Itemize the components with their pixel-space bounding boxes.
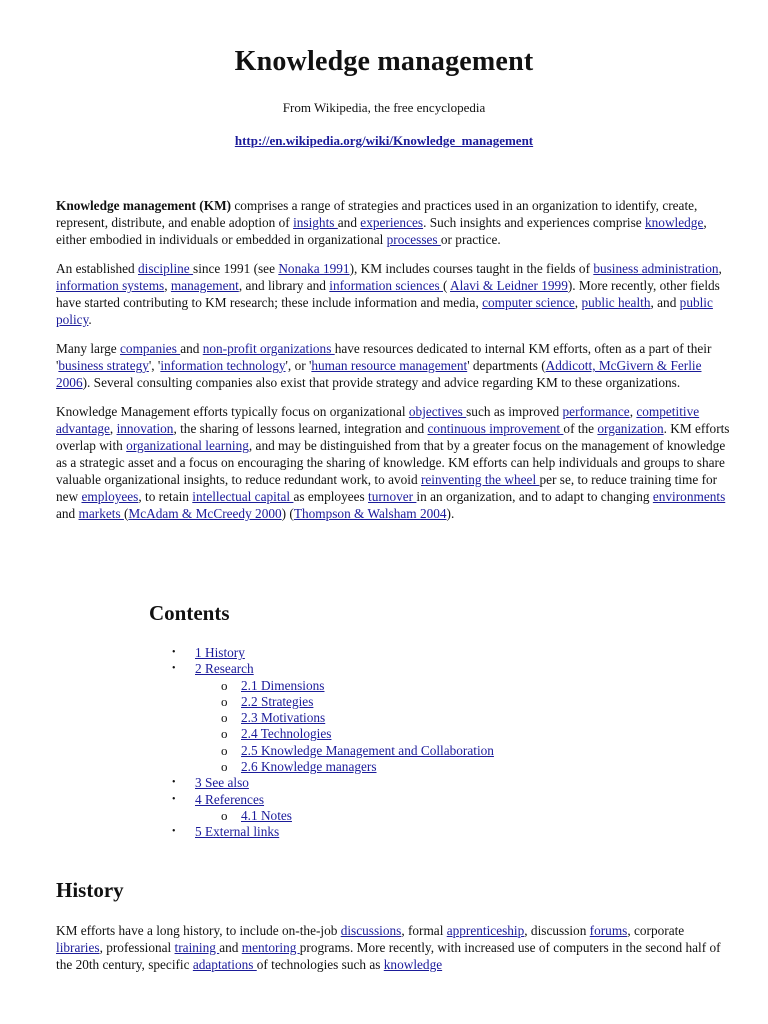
history-heading: History bbox=[56, 878, 124, 902]
inline-link[interactable]: continuous improvement bbox=[427, 421, 564, 436]
text-run: . bbox=[88, 312, 92, 327]
source-url bbox=[0, 133, 768, 149]
toc-item bbox=[172, 645, 494, 661]
text-run: , professional bbox=[99, 940, 175, 955]
text-run: , bbox=[109, 421, 117, 436]
toc-subitem bbox=[195, 743, 494, 759]
inline-link[interactable]: organization bbox=[597, 421, 664, 436]
toc-sublist bbox=[195, 678, 494, 776]
text-run: , and bbox=[650, 295, 680, 310]
text-run: , either embodied in individuals or embedded in organizational bbox=[56, 215, 707, 247]
intro-paragraph-1 bbox=[56, 197, 734, 248]
inline-link[interactable]: management bbox=[170, 278, 239, 293]
inline-link[interactable]: experiences bbox=[360, 215, 424, 230]
inline-link[interactable]: information technology bbox=[160, 358, 286, 373]
inline-link[interactable]: public health bbox=[581, 295, 651, 310]
toc-subitem bbox=[195, 808, 494, 824]
toc-item bbox=[172, 661, 494, 775]
toc-subitem bbox=[195, 726, 494, 742]
inline-link[interactable]: insights bbox=[293, 215, 338, 230]
toc-sublink[interactable]: 4.1 Notes bbox=[241, 807, 292, 823]
text-run: ( bbox=[443, 278, 451, 293]
inline-link[interactable]: processes bbox=[386, 232, 441, 247]
contents-heading: Contents bbox=[149, 601, 230, 625]
text-run: per se, to reduce training time for new bbox=[56, 472, 718, 504]
text-run: and bbox=[219, 940, 242, 955]
text-run: ). More recently, other fields have started contributing to KM research; these include information and media, bbox=[56, 278, 720, 310]
text-run: , and may be distinguished from that by a greater focus on the management of knowledge as a strategic asset and a focus on encouraging the sharing of knowledge. KM efforts can help individuals and groups to share valuable organizational insights, to reduce redundant work, to avoid bbox=[56, 438, 726, 487]
inline-link[interactable]: companies bbox=[120, 341, 181, 356]
toc-item bbox=[172, 824, 494, 840]
text-run: ), KM includes courses taught in the fields of bbox=[349, 261, 594, 276]
toc-item bbox=[172, 792, 494, 825]
text-run: of technologies such as bbox=[256, 957, 384, 972]
inline-link[interactable]: knowledge bbox=[645, 215, 704, 230]
text-run: , the sharing of lessons learned, integration and bbox=[173, 421, 428, 436]
toc-link[interactable]: 4 References bbox=[195, 791, 265, 807]
text-run: , bbox=[718, 261, 722, 276]
inline-link[interactable]: reinventing the wheel bbox=[420, 472, 540, 487]
toc-subitem bbox=[195, 678, 494, 694]
inline-link[interactable]: training bbox=[174, 940, 220, 955]
inline-link[interactable]: innovation bbox=[116, 421, 174, 436]
text-run: , to retain bbox=[138, 489, 193, 504]
intro-paragraph-4 bbox=[56, 403, 734, 522]
inline-link[interactable]: Alavi & Leidner 1999 bbox=[450, 278, 568, 293]
inline-link[interactable]: knowledge bbox=[383, 957, 443, 972]
toc-link[interactable]: 2 Research bbox=[195, 661, 254, 677]
inline-link[interactable]: computer science bbox=[482, 295, 575, 310]
inline-link[interactable]: information sciences bbox=[329, 278, 444, 293]
text-run: ). Several consulting companies also exist that provide strategy and advice regarding KM to these organizations. bbox=[82, 375, 681, 390]
intro-section bbox=[56, 197, 734, 534]
inline-link[interactable]: turnover bbox=[368, 489, 417, 504]
inline-link[interactable]: apprenticeship bbox=[446, 923, 525, 938]
text-run: . Such insights and experiences comprise bbox=[423, 215, 645, 230]
text-run: , corporate bbox=[627, 923, 685, 938]
inline-link[interactable]: Addicott, McGivern & Ferlie 2006 bbox=[56, 358, 702, 390]
text-run: ( bbox=[123, 506, 129, 521]
inline-link[interactable]: organizational learning bbox=[126, 438, 249, 453]
inline-link[interactable]: business administration bbox=[593, 261, 719, 276]
text-run: ) ( bbox=[281, 506, 294, 521]
text-run: in an organization, and to adapt to changing bbox=[416, 489, 653, 504]
toc-link[interactable]: 1 History bbox=[195, 645, 245, 660]
text-run: , bbox=[629, 404, 637, 419]
bold-term: Knowledge management (KM) bbox=[56, 198, 232, 213]
history-paragraph-1 bbox=[56, 922, 734, 973]
toc-sublist bbox=[195, 808, 494, 824]
inline-link[interactable]: markets bbox=[78, 506, 124, 521]
table-of-contents bbox=[172, 645, 494, 841]
inline-link[interactable]: forums bbox=[589, 923, 628, 938]
toc-subitem bbox=[195, 759, 494, 775]
text-run: ', ' bbox=[148, 358, 161, 373]
toc-item bbox=[172, 775, 494, 791]
text-run: ). bbox=[446, 506, 455, 521]
text-run: and bbox=[337, 215, 361, 230]
inline-link[interactable]: adaptations bbox=[192, 957, 257, 972]
text-run: ', or ' bbox=[285, 358, 312, 373]
inline-link[interactable]: Thompson & Walsham 2004 bbox=[293, 506, 447, 521]
text-run: since 1991 (see bbox=[193, 261, 279, 276]
text-run: programs. More recently, with increased use of computers in the second half of the 20th century, specific bbox=[56, 940, 721, 972]
intro-paragraph-2 bbox=[56, 260, 734, 328]
intro-paragraph-3 bbox=[56, 340, 734, 391]
source-url-link[interactable]: http://en.wikipedia.org/wiki/Knowledge_management bbox=[234, 133, 534, 148]
page-title: Knowledge management bbox=[234, 46, 534, 77]
toc-sublink[interactable]: 2.3 Motivations bbox=[241, 710, 326, 726]
toc-subitem bbox=[195, 710, 494, 726]
inline-link[interactable]: performance bbox=[562, 404, 630, 419]
inline-link[interactable]: business strategy bbox=[58, 358, 149, 373]
page-subtitle: From Wikipedia, the free encyclopedia bbox=[282, 100, 486, 115]
text-run: , bbox=[164, 278, 171, 293]
toc-sublink[interactable]: 2.1 Dimensions bbox=[241, 677, 325, 693]
text-run: . KM efforts overlap with bbox=[56, 421, 730, 453]
text-run: An established bbox=[56, 261, 138, 276]
text-run: comprises a range of strategies and practices used in an organization to identify, create, represent, distribute, and enable adoption of bbox=[56, 198, 698, 230]
inline-link[interactable]: libraries bbox=[56, 940, 100, 955]
inline-link[interactable]: environments bbox=[652, 489, 726, 504]
toc-sublink[interactable]: 2.4 Technologies bbox=[241, 726, 332, 742]
text-run: ' departments ( bbox=[467, 358, 546, 373]
text-run: , formal bbox=[401, 923, 447, 938]
inline-link[interactable]: human resource management bbox=[311, 358, 468, 373]
inline-link[interactable]: Nonaka 1991 bbox=[278, 261, 350, 276]
text-run: , discussion bbox=[524, 923, 590, 938]
text-run: or practice. bbox=[440, 232, 501, 247]
text-run: Knowledge Management efforts typically focus on organizational bbox=[56, 404, 409, 419]
inline-link[interactable]: public policy bbox=[56, 295, 713, 327]
toc-sublink[interactable]: 2.2 Strategies bbox=[241, 693, 314, 709]
text-run: Many large bbox=[56, 341, 121, 356]
text-run: as employees bbox=[293, 489, 369, 504]
inline-link[interactable]: employees bbox=[81, 489, 139, 504]
toc-link[interactable]: 5 External links bbox=[195, 824, 280, 840]
inline-link[interactable]: intellectual capital bbox=[192, 489, 294, 504]
text-run: , and library and bbox=[238, 278, 330, 293]
toc-sublink[interactable]: 2.5 Knowledge Management and Collaboration bbox=[241, 742, 494, 758]
inline-link[interactable]: discussions bbox=[340, 923, 402, 938]
inline-link[interactable]: objectives bbox=[408, 404, 467, 419]
inline-link[interactable]: information systems bbox=[56, 278, 165, 293]
inline-link[interactable]: discipline bbox=[137, 261, 194, 276]
text-run: such as improved bbox=[466, 404, 563, 419]
text-run: KM efforts have a long history, to include on-the-job bbox=[56, 923, 341, 938]
text-run: of the bbox=[563, 421, 598, 436]
toc-subitem bbox=[195, 694, 494, 710]
toc-sublink[interactable]: 2.6 Knowledge managers bbox=[241, 759, 377, 775]
inline-link[interactable]: non-profit organizations bbox=[202, 341, 335, 356]
inline-link[interactable]: McAdam & McCreedy 2000 bbox=[128, 506, 282, 521]
text-run: have resources dedicated to internal KM efforts, often as a part of their ' bbox=[56, 341, 712, 373]
toc-link[interactable]: 3 See also bbox=[195, 775, 249, 791]
inline-link[interactable]: mentoring bbox=[241, 940, 300, 955]
text-run: and bbox=[56, 506, 79, 521]
text-run: and bbox=[180, 341, 203, 356]
inline-link[interactable]: competitive advantage bbox=[56, 404, 700, 436]
text-run: , bbox=[574, 295, 582, 310]
